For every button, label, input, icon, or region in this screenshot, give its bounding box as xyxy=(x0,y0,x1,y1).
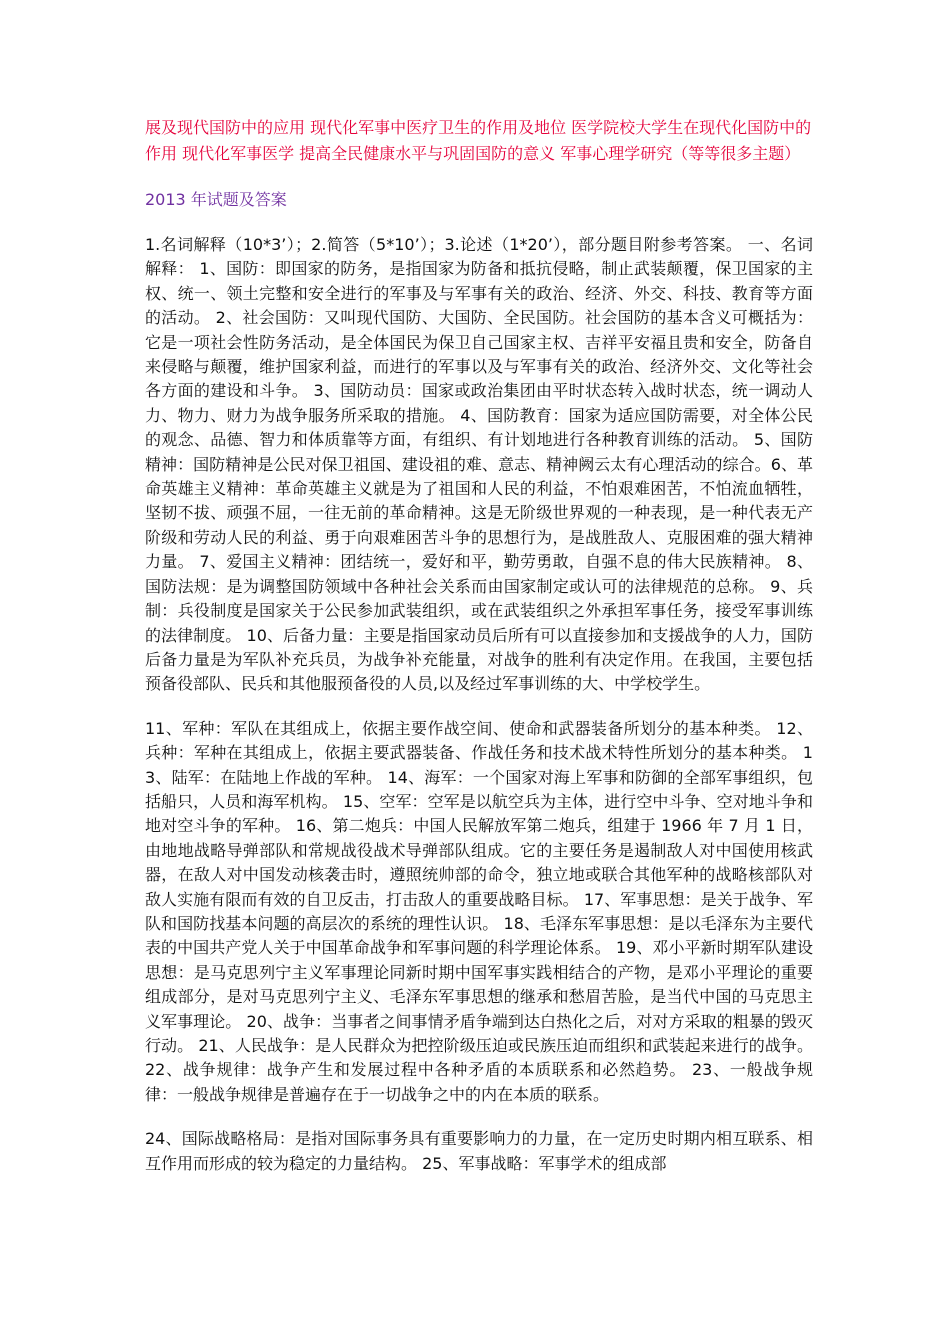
topics-list: 展及现代国防中的应用 现代化军事中医疗卫生的作用及地位 医学院校大学生在现代化国防中的作用 现代化军事医学 提高全民健康水平与巩固国防的意义 军事心理学研究（等等很多主题） xyxy=(145,118,812,163)
paragraph-definitions-1: 1.名词解释（10*3’）；2.简答（5*10’）；3.论述（1*20’），部分题目附参考答案。 一、名词解释： 1、国防：即国家的防务，是指国家为防备和抵抗侵略，制止武装颠覆，保卫国家的主权、统一、领土完整和安全进行的军事及与军事有关的政治、经济、外交、科技、教育等方面的活动。 2、社会国防：又叫现代国防、大国防、全民国防。社会国防的基本含义可概括为：它是一项社会性防务活动，是全体国民为保卫自己国家主权、吉祥平安福且贵和安全，防备自来侵略与颠覆，维护国家利益，而进行的军事以及与军事有关的政治、经济外交、文化等社会各方面的建设和斗争。 3、国防动员：国家或政治集团由平时状态转入战时状态，统一调动人力、物力、财力为战争服务所采取的措施。 4、国防教育：国家为适应国防需要，对全体公民的观念、品德、智力和体质靠等方面，有组织、有计划地进行各种教育训练的活动。 5、国防精神：国防精神是公民对保卫祖国、建设祖的难、意志、精神阙云太有心理活动的综合。6、革命英雄主义精神：革命英雄主义就是为了祖国和人民的利益，不怕艰难困苦，不怕流血牺牲，坚韧不拔、顽强不屈，一往无前的革命精神。这是无阶级世界观的一种表现，是一种代表无产阶级和劳动人民的利益、勇于向艰难困苦斗争的思想行为，是战胜敌人、克服困难的强大精神力量。 7、爱国主义精神：团结统一，爱好和平，勤劳勇敢，自强不息的伟大民族精神。 8、国防法规：是为调整国防领域中各种社会关系而由国家制定或认可的法律规范的总称。 9、兵制：兵役制度是国家关于公民参加武装组织，或在武装组织之外承担军事任务，接受军事训练的法律制度。 10、后备力量：主要是指国家动员后所有可以直接参加和支援战争的人力，国防后备力量是为军队补充兵员，为战争补充能量，对战争的胜利有决定作用。在我国，主要包括预备役部队、民兵和其他服预备役的人员,以及经过军事训练的大、中学校学生。 xyxy=(145,235,813,694)
paragraph-definitions-2: 11、军种：军队在其组成上，依据主要作战空间、使命和武器装备所划分的基本种类。 12、兵种：军种在其组成上，依据主要武器装备、作战任务和技术战术特性所划分的基本种类。 13、陆军：在陆地上作战的军种。 14、海军：一个国家对海上军事和防御的全部军事组织，包括船只，人员和海军机构。 15、空军：空军是以航空兵为主体，进行空中斗争、空对地斗争和地对空斗争的军种。 16、第二炮兵：中国人民解放军第二炮兵，组建于 1966 年 7 月 1 日，由地地战略导弹部队和常规战役战术导弹部队组成。它的主要任务是遏制敌人对中国使用核武器，在敌人对中国发动核袭击时，遵照统帅部的命令，独立地或联合其他军种的战略核部队对敌人实施有限而有效的自卫反击，打击敌人的重要战略目标。 17、军事思想：是关于战争、军队和国防找基本问题的高层次的系统的理性认识。 18、毛泽东军事思想：是以毛泽东为主要代表的中国共产党人关于中国革命战争和军事问题的科学理论体系。 19、邓小平新时期军队建设思想：是马克思列宁主义军事理论同新时期中国军事实践相结合的产物，是邓小平理论的重要组成部分，是对马克思列宁主义、毛泽东军事思想的继承和愁眉苦脸，是当代中国的马克思主义军事理论。 20、战争：当事者之间事情矛盾争端到达白热化之后，对对方采取的粗暴的毁灭行动。 21、人民战争：是人民群众为把控阶级压迫或民族压迫而组织和武装起来进行的战争。 22、战争规律：战争产生和发展过程中各种矛盾的本质联系和必然趋势。 23、一般战争规律：一般战争规律是普遍存在于一切战争之中的内在本质的联系。 xyxy=(145,718,813,1104)
paragraph-definitions-3: 24、国际战略格局：是指对国际事务具有重要影响力的力量，在一定历史时期内相互联系、相互作用而形成的较为稳定的力量结构。 25、军事战略：军事学术的组成部 xyxy=(145,1129,813,1173)
year-heading: 2013 年试题及答案 xyxy=(145,190,287,209)
document-page xyxy=(145,115,813,1176)
